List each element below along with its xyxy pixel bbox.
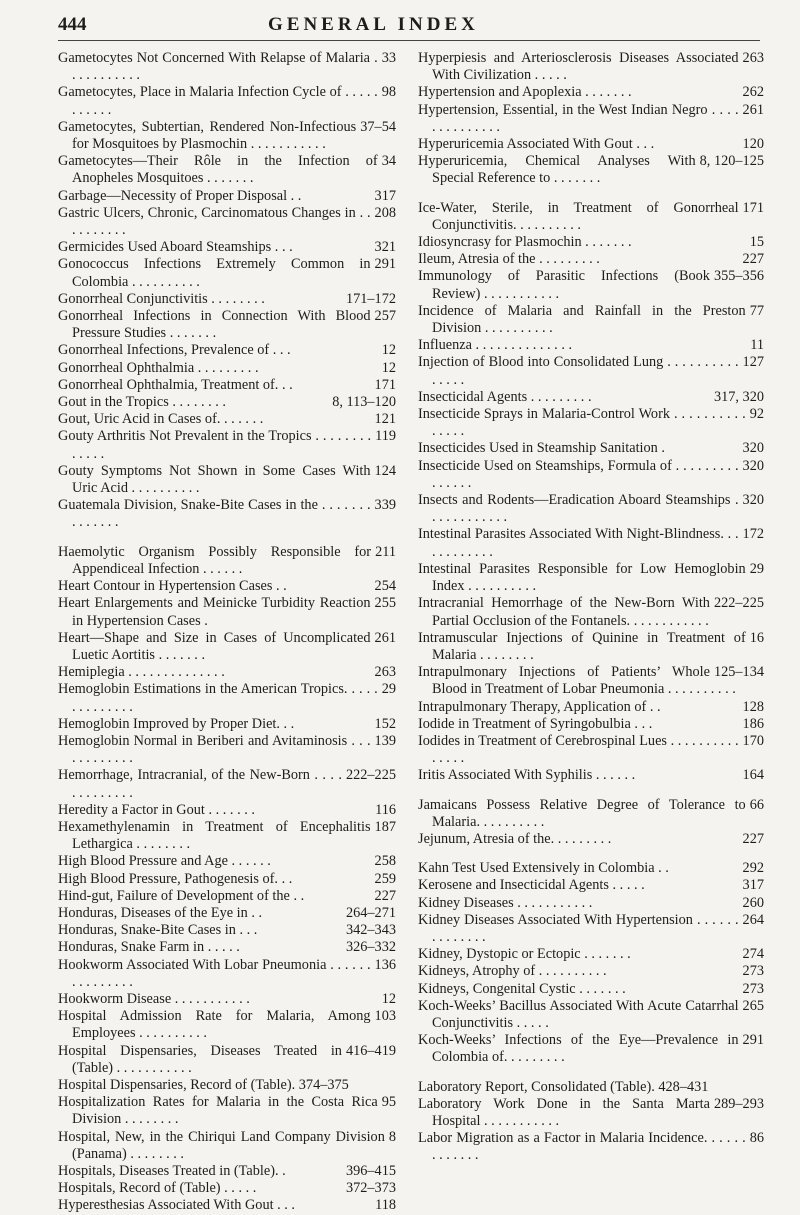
index-entry-text: High Blood Pressure, Pathogenesis of. . . [58,870,293,887]
index-entry [58,578,396,595]
index-entry [58,1180,396,1197]
index-entry-text: Hexamethylenamin in Treatment of Encephalitis Lethargica . . . . . . . . [58,818,371,853]
index-entry [58,428,396,462]
index-entry [418,630,764,664]
index-entry [58,853,396,870]
index-entry-page: 222–225 [345,767,396,784]
index-entry-text: Gonorrheal Ophthalmia . . . . . . . . . [58,359,259,376]
index-entry [58,308,396,342]
index-entry-page: 124 [374,462,396,479]
index-entry-page: 98 [381,84,396,101]
index-entry-text: Laboratory Report, Consolidated (Table). 428–431 [418,1078,709,1095]
index-entry [58,84,396,118]
index-entry [418,981,764,998]
index-entry-page: 125–134 [713,664,764,681]
index-entry-page: 208 [374,204,396,221]
index-entry-page: 260 [742,894,764,911]
index-entry-text: Kidney, Dystopic or Ectopic . . . . . . . [418,946,631,963]
page-number: 444 [58,14,87,35]
index-entry [58,871,396,888]
index-entry-page: 170 [742,732,764,749]
index-entry [58,630,396,664]
index-entry-text: Jejunum, Atresia of the. . . . . . . . . [418,830,612,847]
index-entry-page: 317, 320 [713,388,764,405]
index-entry-page: 291 [742,1032,764,1049]
index-entry [58,1163,396,1180]
index-entry-page: 95 [381,1094,396,1111]
index-entry-text: Koch-Weeks’ Bacillus Associated With Acute Catarrhal Conjunctivitis . . . . . [418,997,739,1031]
index-entry-text: Koch-Weeks’ Infections of the Eye—Prevalence in Colombia of. . . . . . . . . [418,1032,739,1066]
index-entry [418,561,764,595]
index-entry-text: Gouty Arthritis Not Prevalent in the Tropics . . . . . . . . . . . . . [58,428,372,462]
index-entry [58,1197,396,1214]
index-entry-text: Honduras, Diseases of the Eye in . . [58,904,263,921]
index-entry-text: Jamaicans Possess Relative Degree of Tolerance to Malaria. . . . . . . . . . [418,796,746,830]
index-entry-page: 33 [381,50,396,66]
index-entry-page: 12 [381,342,396,359]
index-entry [58,681,396,715]
index-entry-text: Insecticide Used on Steamships, Formula of . . . . . . . . . . . . . . . [418,457,739,491]
index-entry-text: Insecticidal Agents . . . . . . . . . [418,388,592,405]
index-entry [58,50,396,84]
index-entry-page: 171 [742,199,764,216]
index-entry-text: Intrapulmonary Injections of Patients’ Whole Blood in Treatment of Lobar Pneumonia . . . . . . . . . . [418,664,736,698]
index-entry-page: 326–332 [345,939,396,956]
index-entry-page: 128 [742,698,764,715]
index-entry-text: Gout in the Tropics . . . . . . . . [58,394,227,411]
index-entry [58,544,396,578]
index-entry-page: 116 [375,801,396,818]
index-entry [418,1032,764,1066]
index-entry-text: Hyperuricemia Associated With Gout . . . [418,136,655,153]
index-entry-text: Gonorrheal Infections, Prevalence of . . . [58,342,291,359]
index-entry-page: 257 [374,308,396,325]
index-entry-text: Intestinal Parasites Responsible for Low Hemoglobin Index . . . . . . . . . . [418,560,746,595]
index-entry [418,406,764,440]
index-entry [58,291,396,308]
index-entry [418,595,764,629]
index-entry-page: 263 [374,664,396,681]
index-entry-page: 227 [742,830,764,847]
index-entry [418,84,764,101]
index-entry-text: Gonorrheal Ophthalmia, Treatment of. . . [58,376,293,393]
index-entry [58,802,396,819]
index-entry-page: 119 [375,428,396,445]
index-entry [418,797,764,831]
index-entry-page: 16 [749,629,764,646]
index-entry-text: Kerosene and Insecticidal Agents . . . . . [418,877,645,894]
index-entry [418,860,764,877]
index-entry-text: Hyperpiesis and Arteriosclerosis Diseases Associated With Civilization . . . . . [418,50,739,84]
index-entry-text: Hospital, New, in the Chiriqui Land Company Division (Panama) . . . . . . . . [58,1128,385,1162]
index-entry-text: Hypertension, Essential, in the West Indian Negro . . . . . . . . . . . . . . [418,101,739,135]
index-entry-text: Hospitals, Record of (Table) . . . . . [58,1180,257,1197]
index-entry-page: 187 [374,818,396,835]
index-entry-text: Gastric Ulcers, Chronic, Carcinomatous Changes in . . . . . . . . . . [58,204,371,239]
index-entry [418,136,764,153]
index-entry-page: 274 [742,946,764,963]
index-entry-page: 264–271 [345,904,396,921]
index-entry-page: 152 [374,715,396,732]
index-entry-text: Hookworm Disease . . . . . . . . . . . [58,990,250,1007]
index-entry-text: Intestinal Parasites Associated With Night-Blindness. . . . . . . . . . . . [418,526,739,560]
index-entry-page: 263 [742,50,764,66]
index-entry [418,354,764,388]
index-entry-page: 172 [742,526,764,543]
running-title: GENERAL INDEX [268,14,479,35]
index-entry [418,877,764,894]
index-entry [418,716,764,733]
index-entry-text: Labor Migration as a Factor in Malaria Incidence. . . . . . . . . . . . . [418,1130,746,1164]
index-entry-text: Haemolytic Organism Possibly Responsible for Appendiceal Infection . . . . . . [58,543,372,577]
index-entry [58,664,396,681]
index-entry-page: 227 [742,251,764,268]
index-entry [418,895,764,912]
index-entry-page: 136 [374,956,396,973]
index-entry [418,337,764,354]
index-entry-text: Iritis Associated With Syphilis . . . . . . [418,767,636,784]
index-entry-page: 320 [742,457,764,474]
index-entry-text: Ileum, Atresia of the . . . . . . . . . [418,251,600,268]
index-entry-text: Idiosyncrasy for Plasmochin . . . . . . . [418,234,632,251]
index-entry-page: 171–172 [345,290,396,307]
index-entry-page: 34 [381,153,396,170]
index-entry [58,716,396,733]
index-entry [418,251,764,268]
index-entry [58,411,396,428]
index-entry-text: Hemoglobin Estimations in the American Tropics. . . . . . . . . . . . . . [58,681,378,715]
index-entry [58,991,396,1008]
index-entry [418,998,764,1032]
index-entry-text: Incidence of Malaria and Rainfall in the Preston Division . . . . . . . . . . [418,302,746,337]
index-entry-text: Intramuscular Injections of Quinine in Treatment of Malaria . . . . . . . . [418,629,746,663]
index-entry [58,922,396,939]
index-entry-text: Injection of Blood into Consolidated Lung . . . . . . . . . . . . . . . [418,354,739,388]
index-entry-page: 317 [374,187,396,204]
index-entry-text: Gametocytes—Their Rôle in the Infection of Anopheles Mosquitoes . . . . . . . [58,153,378,187]
index-entry-text: Heart Enlargements and Meinicke Turbidity Reaction in Hypertension Cases . [58,595,371,629]
index-entry-text: Kidneys, Atrophy of . . . . . . . . . . [418,963,607,980]
index-entry-text: Hospital Dispensaries, Diseases Treated in (Table) . . . . . . . . . . . [58,1042,342,1076]
index-entry [58,1077,396,1094]
index-entry-page: 255 [374,595,396,612]
index-entry-page: 355–356 [713,268,764,285]
index-entry-text: Hind-gut, Failure of Development of the . . [58,887,305,904]
index-entry-page: 121 [374,411,396,428]
index-entry [418,492,764,526]
index-entry [418,153,764,187]
index-entry-page: 339 [374,497,396,514]
index-entry-text: Gout, Uric Acid in Cases of. . . . . . . [58,411,264,428]
index-entry-page: 320 [742,440,764,457]
index-entry-page: 273 [742,963,764,980]
index-entry [418,458,764,492]
index-entry [58,1043,396,1077]
index-entry-page: 15 [749,234,764,251]
index-entry-page: 127 [742,354,764,371]
index-entry [418,234,764,251]
index-entry [418,1130,764,1164]
index-entry [418,946,764,963]
index-entry-text: Honduras, Snake Farm in . . . . . [58,939,240,956]
index-entry-page: 264 [742,911,764,928]
index-entry-text: Hyperesthesias Associated With Gout . . . [58,1197,296,1214]
index-entry-page: 186 [742,715,764,732]
index-entry-text: Insects and Rodents—Eradication Aboard Steamships . . . . . . . . . . . . [418,492,739,526]
index-entry [58,463,396,497]
page-header [58,12,760,41]
index-entry-text: Iodides in Treatment of Cerebrospinal Lues . . . . . . . . . . . . . . . [418,732,739,767]
index-entry-text: Gametocytes Not Concerned With Relapse of Malaria . . . . . . . . . . . [58,50,378,84]
index-entry-text: Gametocytes, Place in Malaria Infection Cycle of . . . . . . . . . . . [58,84,378,118]
index-entry [418,440,764,457]
index-entry [418,767,764,784]
index-entry-page: 118 [375,1197,396,1214]
index-entry [58,377,396,394]
index-entry-text: Immunology of Parasitic Infections (Book Review) . . . . . . . . . . . [418,268,710,302]
index-entry [58,1094,396,1128]
index-entry [58,239,396,256]
index-entry-page: 120 [742,136,764,153]
index-entry [58,888,396,905]
index-entry-page: 86 [749,1130,764,1147]
index-entry-page: 171 [374,376,396,393]
index-entry [418,664,764,698]
index-entry-text: Hospital Admission Rate for Malaria, Among Employees . . . . . . . . . . [58,1008,371,1042]
index-entry-text: Kidneys, Congenital Cystic . . . . . . . [418,980,626,997]
index-entry-page: 261 [374,629,396,646]
index-entry-page: 292 [742,860,764,877]
index-entry-text: Gouty Symptoms Not Shown in Some Cases With Uric Acid . . . . . . . . . . [58,462,371,497]
index-entry-text: Guatemala Division, Snake-Bite Cases in the . . . . . . . . . . . . . . [58,497,371,531]
index-entry [58,205,396,239]
index-entry-text: Heart Contour in Hypertension Cases . . [58,578,287,595]
index-entry-page: 254 [374,578,396,595]
index-entry [418,963,764,980]
index-entry-text: Hospitals, Diseases Treated in (Table). . [58,1163,286,1179]
index-entry-text: Heart—Shape and Size in Cases of Uncomplicated Luetic Aortitis . . . . . . . [58,629,371,663]
index-entry-page: 77 [749,302,764,319]
index-entry [58,342,396,359]
index-entry [58,767,396,801]
index-entry-page: 289–293 [713,1095,764,1112]
index-entry-text: Kahn Test Used Extensively in Colombia . . [418,860,669,877]
index-entry-text: Hyperuricemia, Chemical Analyses With Special Reference to . . . . . . . [418,153,696,187]
index-entry [418,733,764,767]
index-entry-text: Insecticide Sprays in Malaria-Control Work . . . . . . . . . . . . . . . [418,406,746,440]
index-entry-page: 8, 120–125 [699,153,764,170]
index-entry [58,819,396,853]
index-entry [58,256,396,290]
index-entry-page: 222–225 [713,595,764,612]
index-entry-page: 227 [374,887,396,904]
left-index-column [58,50,396,1215]
index-entry [58,1129,396,1163]
index-entry [58,905,396,922]
index-entry-text: Kidney Diseases . . . . . . . . . . . [418,894,593,911]
index-entry-text: Intrapulmonary Therapy, Application of . . [418,698,661,715]
index-entry-page: 259 [374,870,396,887]
index-entry-page: 12 [381,359,396,376]
index-entry-text: Hemoglobin Normal in Beriberi and Avitaminosis . . . . . . . . . . . . [58,732,371,767]
index-entry-text: Hospital Dispensaries, Record of (Table). 374–375 [58,1076,349,1093]
index-entry-text: Hospitalization Rates for Malaria in the Costa Rica Division . . . . . . . . [58,1094,378,1128]
index-entry-text: Gonorrheal Infections in Connection With Blood Pressure Studies . . . . . . . [58,308,371,342]
index-entry-page: 258 [374,853,396,870]
index-entry [418,912,764,946]
index-entry-text: Garbage—Necessity of Proper Disposal . . [58,187,302,204]
index-entry-text: Laboratory Work Done in the Santa Marta Hospital . . . . . . . . . . . [418,1095,710,1129]
index-entry [58,119,396,153]
index-entry-text: Gametocytes, Subtertian, Rendered Non-Infectious for Mosquitoes by Plasmochin . . . . . . . . . . . [58,118,357,153]
index-entry [58,188,396,205]
index-entry-page: 164 [742,767,764,784]
index-entry-page: 321 [374,239,396,256]
index-entry-page: 396–415 [345,1163,396,1179]
index-entry-page: 265 [742,997,764,1014]
index-entry-page: 291 [374,256,396,273]
index-entry-page: 66 [749,796,764,813]
index-entry [418,50,764,84]
index-entry [58,939,396,956]
index-entry-text: Influenza . . . . . . . . . . . . . . [418,337,573,354]
index-entry-text: Hemorrhage, Intracranial, of the New-Born . . . . . . . . . . . . . [58,767,342,801]
index-entry-text: Hypertension and Apoplexia . . . . . . . [418,84,632,101]
index-entry [418,526,764,560]
index-entry [418,699,764,716]
index-entry [418,268,764,302]
index-entry-page: 342–343 [345,922,396,939]
index-entry-page: 11 [750,337,764,354]
index-entry-page: 29 [381,681,396,698]
index-entry-page: 8 [388,1128,396,1145]
index-entry [58,360,396,377]
index-entry-text: High Blood Pressure and Age . . . . . . [58,853,271,870]
right-index-column [418,50,764,1165]
index-entry-text: Gonorrheal Conjunctivitis . . . . . . . . [58,290,265,307]
index-entry [58,497,396,531]
index-entry-text: Germicides Used Aboard Steamships . . . [58,239,293,256]
index-entry-text: Intracranial Hemorrhage of the New-Born With Partial Occlusion of the Fontanels. . . . . . . . . . . . [418,595,710,629]
index-entry-page: 139 [374,732,396,749]
index-entry [58,394,396,411]
index-entry-page: 92 [749,406,764,423]
index-entry [58,595,396,629]
index-entry [58,153,396,187]
index-entry-page: 372–373 [345,1180,396,1197]
index-entry-page: 103 [374,1008,396,1025]
index-entry-page: 273 [742,980,764,997]
index-entry-page: 37–54 [360,118,396,135]
index-entry [58,957,396,991]
index-entry [418,102,764,136]
index-entry-page: 262 [742,84,764,101]
index-entry-text: Iodide in Treatment of Syringobulbia . . . [418,715,653,732]
index-entry-page: 8, 113–120 [332,394,396,411]
index-entry-text: Hemiplegia . . . . . . . . . . . . . . [58,664,225,681]
index-entry-page: 416–419 [345,1042,396,1059]
index-entry [418,831,764,848]
index-entry [418,303,764,337]
index-entry-text: Insecticides Used in Steamship Sanitation . [418,440,665,457]
index-entry-page: 211 [375,543,396,560]
index-entry-page: 320 [742,492,764,509]
index-entry [418,389,764,406]
index-entry-text: Kidney Diseases Associated With Hypertension . . . . . . . . . . . . . . [418,911,739,945]
index-entry [418,1096,764,1130]
index-entry-text: Gonococcus Infections Extremely Common in Colombia . . . . . . . . . . [58,256,371,290]
index-entry [58,1008,396,1042]
index-entry-text: Honduras, Snake-Bite Cases in . . . [58,922,258,939]
index-entry-text: Heredity a Factor in Gout . . . . . . . [58,801,255,818]
index-entry-page: 29 [749,560,764,577]
index-entry-text: Hemoglobin Improved by Proper Diet. . . [58,715,295,732]
index-entry [418,1079,764,1096]
index-entry-page: 261 [742,101,764,118]
index-entry [58,733,396,767]
index-entry-page: 12 [381,990,396,1007]
index-entry [418,200,764,234]
index-entry-page: 317 [742,877,764,894]
index-entry-text: Ice-Water, Sterile, in Treatment of Gonorrheal Conjunctivitis. . . . . . . . . . [418,199,739,233]
index-entry-text: Hookworm Associated With Lobar Pneumonia . . . . . . . . . . . . . . . [58,956,371,990]
